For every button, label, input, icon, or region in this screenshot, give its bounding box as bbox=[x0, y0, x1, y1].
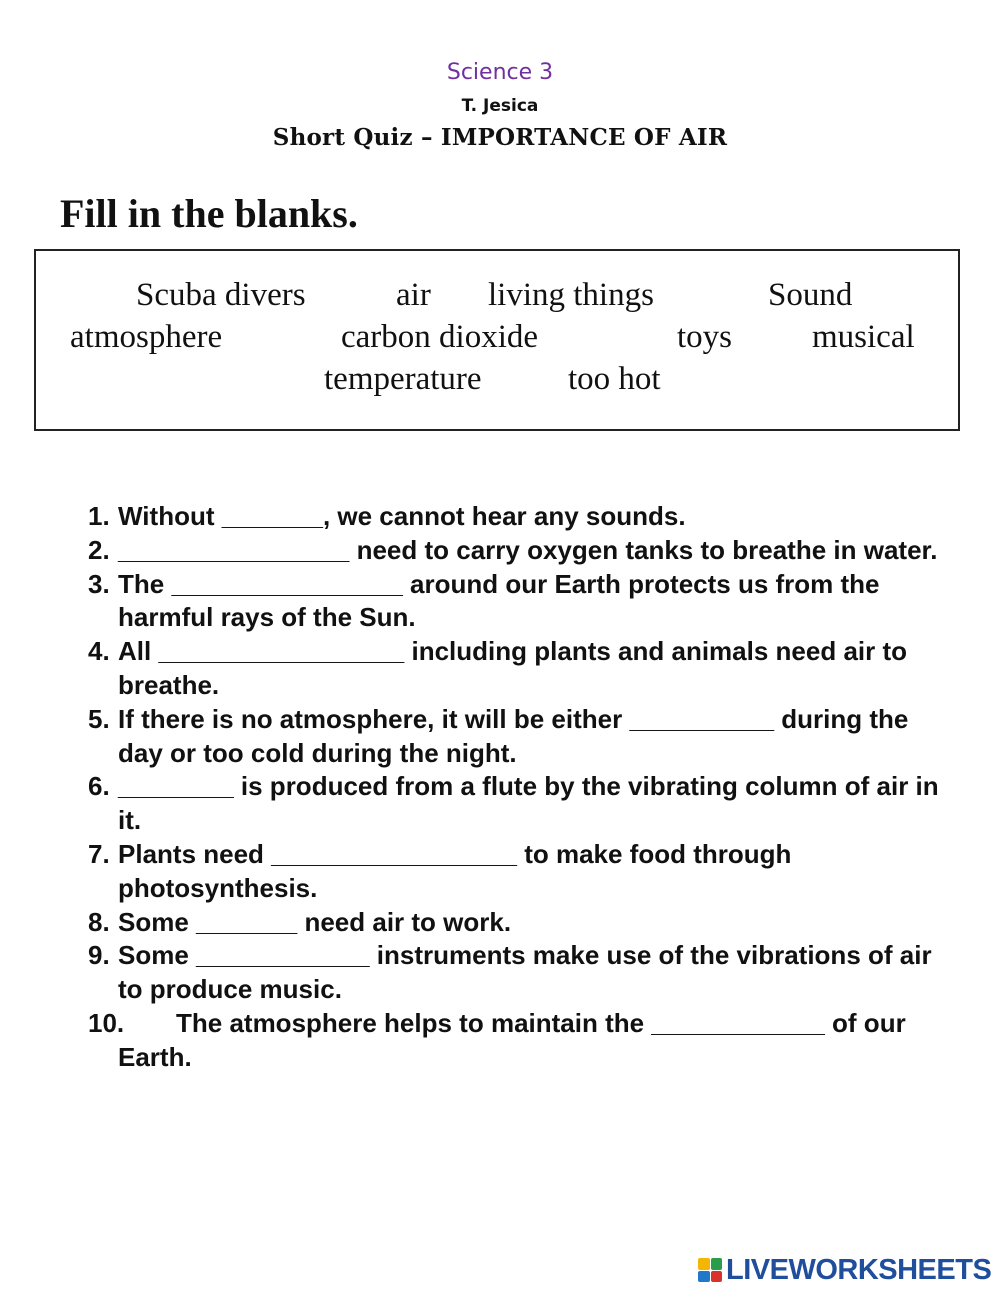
question-number: 9. bbox=[88, 940, 110, 971]
question-number: 1. bbox=[88, 501, 110, 531]
question-text[interactable]: Some ____________ instruments make use of the vibrations of air to produce music. bbox=[118, 940, 932, 1005]
question-item bbox=[88, 500, 948, 534]
question-text[interactable]: The atmosphere helps to maintain the ____________ of our Earth. bbox=[118, 1007, 906, 1072]
word-bank-item[interactable]: too hot bbox=[568, 361, 661, 397]
question-text[interactable]: Without _______, we cannot hear any sounds. bbox=[118, 501, 686, 531]
question-item bbox=[88, 703, 948, 771]
word-bank-item[interactable]: air bbox=[396, 277, 431, 313]
word-bank-item[interactable]: atmosphere bbox=[70, 319, 223, 355]
word-bank-item[interactable]: carbon dioxide bbox=[341, 319, 539, 355]
question-number: 3. bbox=[88, 568, 110, 599]
question-text[interactable]: The ________________ around our Earth protects us from the harmful rays of the Sun. bbox=[118, 568, 880, 633]
question-number: 6. bbox=[88, 771, 110, 802]
word-bank-item[interactable]: temperature bbox=[324, 361, 482, 397]
question-list bbox=[88, 500, 948, 1075]
question-item bbox=[88, 906, 948, 940]
question-item bbox=[88, 1007, 948, 1075]
logo-text: LIVEWORKSHEETS bbox=[726, 1253, 992, 1286]
question-number: 7. bbox=[88, 838, 110, 869]
word-bank-box bbox=[34, 249, 960, 431]
question-item bbox=[88, 939, 948, 1007]
question-text[interactable]: If there is no atmosphere, it will be either __________ during the day or too cold during the night. bbox=[118, 703, 909, 768]
question-item bbox=[88, 635, 948, 703]
question-text[interactable]: ________________ need to carry oxygen tanks to breathe in water. bbox=[118, 534, 938, 565]
question-text[interactable]: ________ is produced from a flute by the vibrating column of air in it. bbox=[118, 771, 939, 836]
word-bank-item[interactable]: musical bbox=[812, 319, 915, 355]
word-bank-item[interactable]: toys bbox=[677, 319, 733, 355]
teacher-name: T. Jesica bbox=[461, 96, 539, 116]
question-text[interactable]: All _________________ including plants and animals need air to breathe. bbox=[118, 636, 908, 700]
question-number: 10. bbox=[88, 1007, 125, 1038]
question-text[interactable]: Plants need _________________ to make food through photosynthesis. bbox=[118, 838, 792, 903]
liveworksheets-logo[interactable] bbox=[698, 1254, 991, 1286]
question-number: 8. bbox=[88, 906, 110, 937]
word-bank-item[interactable]: living things bbox=[488, 277, 654, 313]
question-item bbox=[88, 770, 948, 838]
liveworksheets-logo-icon bbox=[698, 1258, 722, 1282]
question-number: 5. bbox=[88, 703, 110, 734]
question-item bbox=[88, 534, 948, 568]
quiz-title: Short Quiz – IMPORTANCE OF AIR bbox=[272, 124, 728, 151]
question-number: 4. bbox=[88, 636, 110, 667]
question-item bbox=[88, 568, 948, 636]
word-bank-item[interactable]: Sound bbox=[768, 277, 853, 313]
subject-title: Science 3 bbox=[446, 60, 554, 85]
word-bank-item[interactable]: Scuba divers bbox=[136, 277, 306, 313]
question-item bbox=[88, 838, 948, 906]
question-text[interactable]: Some _______ need air to work. bbox=[118, 906, 512, 937]
instruction-heading: Fill in the blanks. bbox=[60, 191, 358, 236]
question-number: 2. bbox=[88, 534, 110, 565]
